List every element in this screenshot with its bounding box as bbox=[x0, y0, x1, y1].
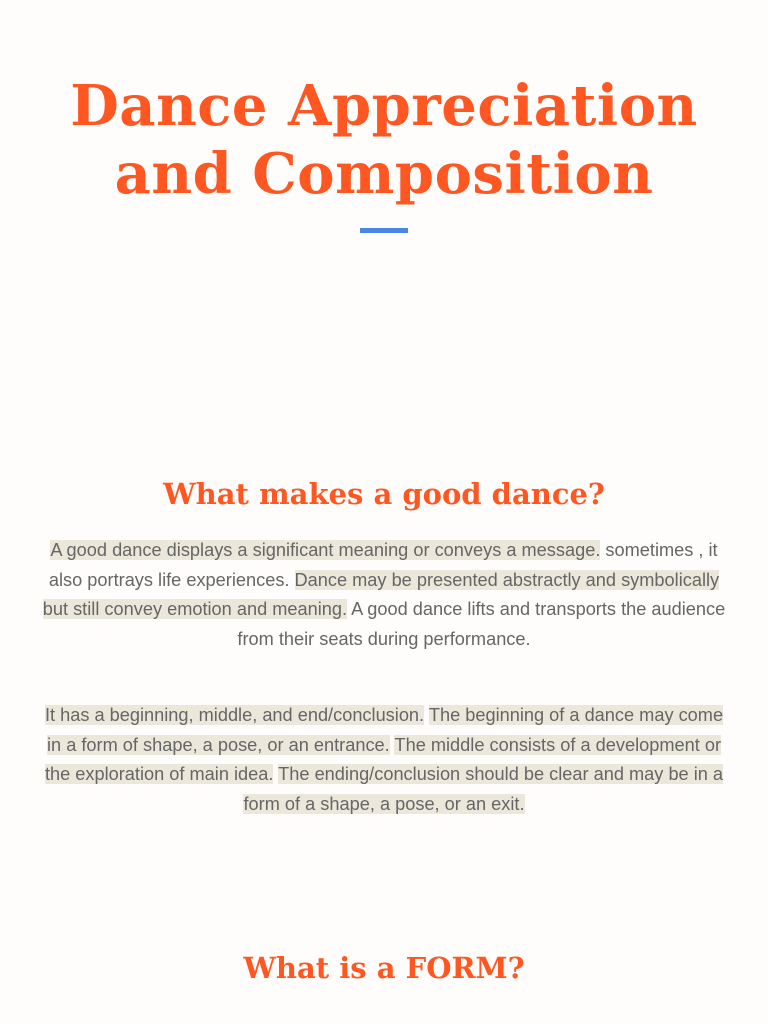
title-underline-divider bbox=[360, 228, 408, 233]
document-title bbox=[0, 72, 768, 208]
paragraph-dance-structure bbox=[38, 701, 730, 819]
paragraph-good-dance-meaning bbox=[38, 536, 730, 654]
paragraph-segment: The ending/conclusion should be clear and may be in a form of a shape, a pose, or an exit. bbox=[243, 764, 724, 814]
title-line-2: and Composition bbox=[114, 141, 654, 207]
paragraph-segment: A good dance displays a significant meaning or conveys a message. bbox=[50, 540, 601, 560]
section-heading-good-dance: What makes a good dance? bbox=[163, 477, 605, 511]
paragraph-segment: Dance may be presented abstractly and symbolically but still convey emotion and meaning. bbox=[42, 569, 720, 619]
paragraph-segment: The beginning of a dance may come in a form of shape, a pose, or an entrance. bbox=[46, 705, 724, 755]
title-line-1: Dance Appreciation bbox=[70, 73, 698, 139]
paragraph-segment: It has a beginning, middle, and end/conclusion. bbox=[44, 705, 425, 725]
paragraph-segment: The middle consists of a development or the exploration of main idea. bbox=[44, 734, 722, 784]
paragraph-segment: sometimes , it also portrays life experiences. bbox=[48, 540, 718, 590]
section-heading-form: What is a FORM? bbox=[243, 951, 525, 985]
paragraph-segment: A good dance lifts and transports the audience from their seats during performance. bbox=[237, 599, 726, 649]
